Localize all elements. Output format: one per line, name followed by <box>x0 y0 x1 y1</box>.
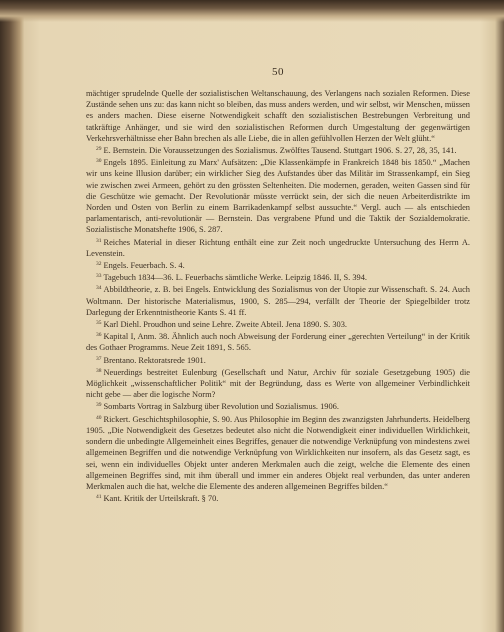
footnote-text: Abbildtheorie, z. B. bei Engels. Entwicklung des Sozialismus von der Utopie zur Wissenschaft. S. 24. Auch Woltmann. Der historische Materialismus, 1900, S. 285—294, verfällt der Theorie der Spiegelbilder trotz Darlegung der Erkenntnistheorie Kants S. 41 ff. <box>86 285 470 317</box>
footnote-number: 41 <box>96 494 102 501</box>
text-block <box>86 88 470 504</box>
book-gutter <box>0 0 24 632</box>
footnote-31 <box>86 236 470 259</box>
page-number: 50 <box>272 66 284 78</box>
page-top-edge <box>0 0 504 22</box>
footnote-text: Engels 1895. Einleitung zu Marx' Aufsätzen: „Die Klassenkämpfe in Frankreich 1848 bis 1850.“ „Machen wir uns keine Illusion darüber; ein wirklicher Sieg des Aufstandes über das Militär im Strassenkampf, ein Sieg wie zwischen zwei Armeen, gehört zu den grössten Seltenheiten. Die modernen, geraden, weiten Gassen sind für die Geschütze wie gemacht. Der Revolutionär müsste verrückt sein, der sich die neuen Arbeiterdistrikte im Norden und Osten von Berlin zu einem Barrikadenkampf selbst aussuchte.“ Vergl. auch — als entschieden parlamentarisch, anti-revolutionär — Bernstein. Das vergrabene Pfund und die Taktik der Sozialdemokratie. Sozialistische Monatshefte 1906, S. 287. <box>86 158 470 235</box>
footnote-number: 37 <box>96 355 102 362</box>
footnote-text: Kant. Kritik der Urteilskraft. § 70. <box>103 494 219 504</box>
footnote-40 <box>86 413 470 492</box>
footnote-number: 32 <box>96 261 102 268</box>
footnote-text: Karl Diehl. Proudhon und seine Lehre. Zweite Abteil. Jena 1890. S. 303. <box>103 320 348 330</box>
page-content <box>86 62 470 607</box>
footnote-30 <box>86 156 470 235</box>
footnote-29 <box>86 144 470 156</box>
footnote-41 <box>86 492 470 504</box>
footnote-number: 31 <box>96 237 102 244</box>
footnote-text: Tagebuch 1834—36. L. Feuerbachs sämtliche Werke. Leipzig 1846. II, S. 394. <box>103 273 367 283</box>
footnote-text: Kapital I, Anm. 38. Ähnlich auch noch Abweisung der Forderung einer „gerechten Verteilung“ in der Kritik des Gothaer Programms. Neue Zeit 1891, S. 565. <box>86 332 470 353</box>
footnote-text: Sombarts Vortrag in Salzburg über Revolution und Sozialismus. 1906. <box>103 402 339 412</box>
footnote-number: 36 <box>96 332 102 339</box>
footnote-number: 38 <box>96 367 102 374</box>
footnote-32 <box>86 259 470 271</box>
footnote-number: 35 <box>96 320 102 327</box>
footnote-35 <box>86 318 470 330</box>
footnote-34 <box>86 283 470 318</box>
footnote-text: Engels. Feuerbach. S. 4. <box>103 261 185 271</box>
footnote-number: 34 <box>96 285 102 292</box>
footnote-39 <box>86 400 470 412</box>
footnote-number: 30 <box>96 158 102 165</box>
footnote-number: 40 <box>96 414 102 421</box>
footnote-text: Reiches Material in dieser Richtung enthält eine zur Zeit noch ungedruckte Untersuchung des Herrn A. Levenstein. <box>86 237 470 258</box>
footnote-36 <box>86 330 470 353</box>
footnote-text: E. Bernstein. Die Voraussetzungen des Sozialismus. Zwölftes Tausend. Stuttgart 1906. S. 27, 28, 35, 141. <box>103 146 457 156</box>
footnote-number: 33 <box>96 273 102 280</box>
footnote-number: 39 <box>96 402 102 409</box>
footnote-text: Neuerdings bestreitet Eulenburg (Gesellschaft und Natur, Archiv für soziale Gesetzgebung 1905) die Möglichkeit „wissenschaftlicher Politik“ mit der Begründung, dass es Werte von allgemeiner Verbindlichkeit nicht gebe — aber die logische Norm? <box>86 367 470 400</box>
footnote-37 <box>86 354 470 366</box>
intro-paragraph: mächtiger sprudelnde Quelle der sozialistischen Weltanschauung, des Verlangens nach sozialen Reformen. Diese Zustände sehen uns zu: das kann nicht so bleiben, das muss anders werden, und wir selbst, wir Menschen, müssen es anders machen. Diese eiserne Notwendigkeit schafft den sozialistischen Bestrebungen Verbreitung und tatkräftige Anhänger, und sie wird den sozialistischen Reformen durch Umgestaltung der gegenwärtigen Verkehrsverhältnisse eher Bahn brechen als alle Liebe, die in allen gefühlvollen Herzen der Welt glüht.“ <box>86 89 470 143</box>
footnote-text: Brentano. Rektoratsrede 1901. <box>103 355 206 365</box>
footnote-33 <box>86 271 470 283</box>
footnote-number: 29 <box>96 146 102 153</box>
footnote-38 <box>86 366 470 401</box>
footnote-text: Rickert. Geschichtsphilosophie, S. 90. Aus Philosophie im Beginn des zwanzigsten Jahrhunderts. Heidelberg 1905. „Die Notwendigkeit des Gesetzes bedeutet also nicht die Notwendigkeit einer individuellen Wirklichkeit, sondern die unbedingte Allgemeinheit eines Begriffes, genauer die notwendige Verknüpfung von mindestens zwei allgemeinen Begriffen und die notwendige Verknüpfung von Wirklichkeiten nur insofern, als das Gesetz sagt, es sei, wenn ein individuelles Objekt unter anderen Merkmalen auch die zeigt, welche die Elemente des einen allgemeinen Begriffes sind, mit ihm überall und immer ein anderes Objekt real verbunden, das unter anderen Merkmalen auch die hat, welche die Elemente des anderen allgemeinen Begriffes bilden.“ <box>86 414 470 491</box>
